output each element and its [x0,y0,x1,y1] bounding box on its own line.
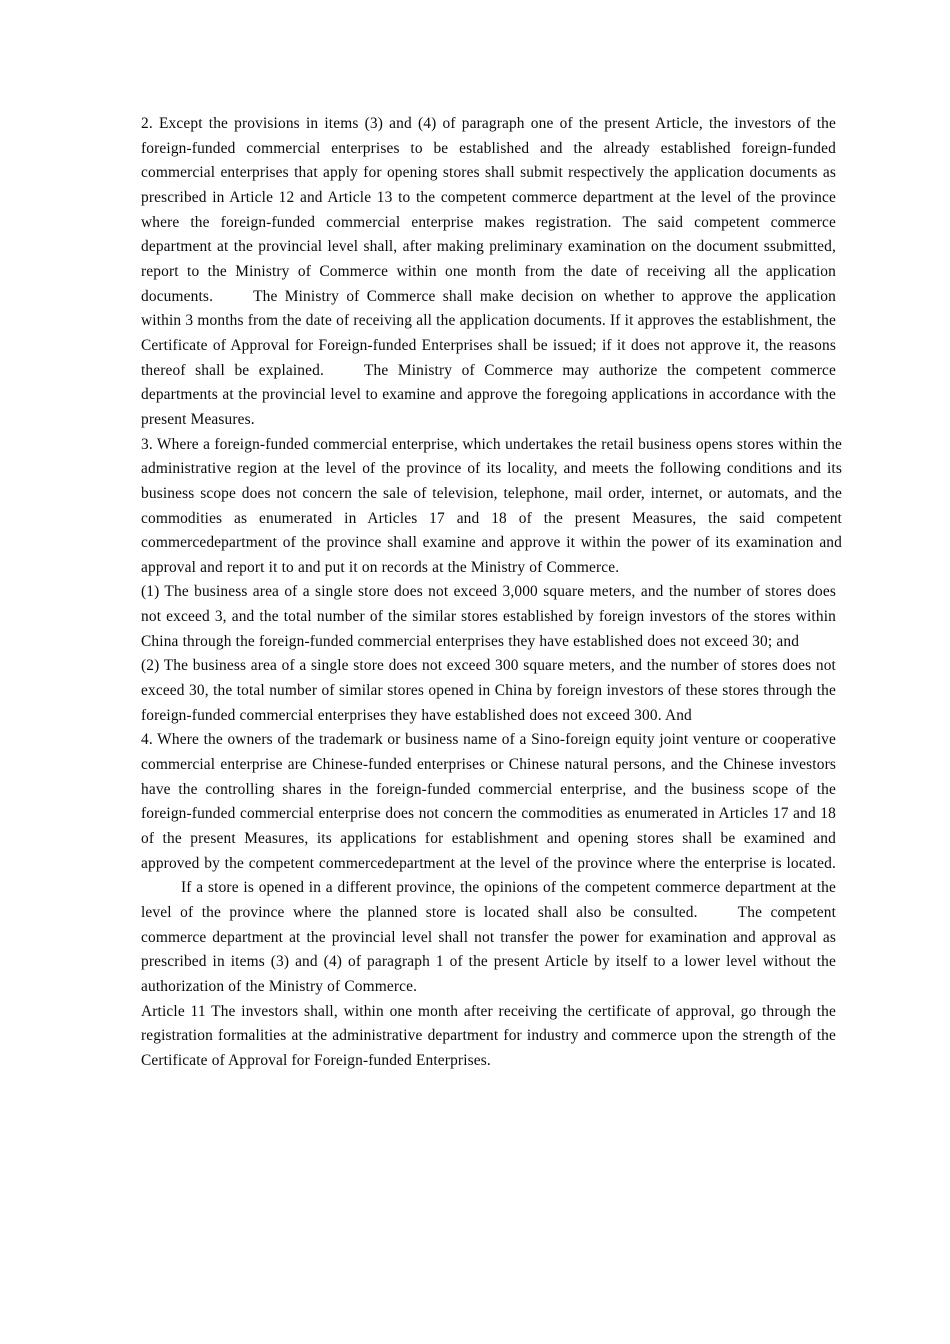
paragraph-item-4 [141,728,836,999]
paragraph-item-2-part-2: The Ministry of Commerce shall make decision on whether to approve the application within 3 months from the date of receiving all the application documents. If it approves the establishment, the Certificate of Approval for Foreign-funded Enterprises shall be issued; if it does not approve it, the reasons thereof shall be explained. [141,287,836,379]
paragraph-item-3-sub-1: (1) The business area of a single store does not exceed 3,000 square meters, and the number of stores does not exceed 3, and the total number of the similar stores established by foreign investors of the stores within China through the foreign-funded commercial enterprises they have established does not exceed 30; and [141,583,836,650]
paragraph-item-4-part-3: The competent commerce department at the provincial level shall not transfer the power for examination and approval as prescribed in items (3) and (4) of paragraph 1 of the present Article by itself to a lower level without the authorization of the Ministry of Commerce. [141,904,836,995]
paragraph-item-2 [141,112,836,433]
paragraph-item-3-sub-2: (2) The business area of a single store does not exceed 300 square meters, and the number of stores does not exceed 30, the total number of similar stores opened in China by foreign investors of these stores through the foreign-funded commercial enterprises they have established does not exceed 300. And [141,657,836,724]
paragraph-item-3: 3. Where a foreign-funded commercial enterprise, which undertakes the retail business opens stores within the administrative region at the level of the province of its locality, and meets the following conditions and its business scope does not concern the sale of television, telephone, mail order, internet, or automats, and the commodities as enumerated in Articles 17 and 18 of the present Measures, the said competent commercedepartment of the province shall examine and approve it within the power of its examination and approval and report it to and put it on records at the Ministry of Commerce. [141,435,842,576]
paragraph-item-2-part-1: 2. Except the provisions in items (3) and (4) of paragraph one of the present Article, the investors of the foreign-funded commercial enterprises to be established and the already established foreign-funded commercial enterprises that apply for opening stores shall submit respectively the application documents as prescribed in Article 12 and Article 13 to the competent commerce department at the level of the province where the foreign-funded commercial enterprise makes registration. The said competent commerce department at the provincial level shall, after making preliminary examination on the document ssubmitted, report to the Ministry of Commerce within one month from the date of receiving all the application documents. [141,115,836,305]
paragraph-item-2-part-3: The Ministry of Commerce may authorize the competent commerce departments at the provincial level to examine and approve the foregoing applications in accordance with the present Measures. [141,361,836,428]
paragraph-item-4-part-2: If a store is opened in a different province, the opinions of the competent commerce department at the level of the province where the planned store is located shall also be consulted. [141,879,836,921]
paragraph-article-11: Article 11 The investors shall, within one month after receiving the certificate of approval, go through the registration formalities at the administrative department for industry and commerce upon the strength of the Certificate of Approval for Foreign-funded Enterprises. [141,1002,836,1069]
paragraph-item-4-part-1: 4. Where the owners of the trademark or business name of a Sino-foreign equity joint venture or cooperative commercial enterprise are Chinese-funded enterprises or Chinese natural persons, and the Chinese investors have the controlling shares in the foreign-funded commercial enterprise, and the business scope of the foreign-funded commercial enterprise does not concern the commodities as enumerated in Articles 17 and 18 of the present Measures, its applications for establishment and opening stores shall be examined and approved by the competent commercedepartment at the level of the province where the enterprise is located. [141,731,836,872]
document-body [141,112,842,1074]
